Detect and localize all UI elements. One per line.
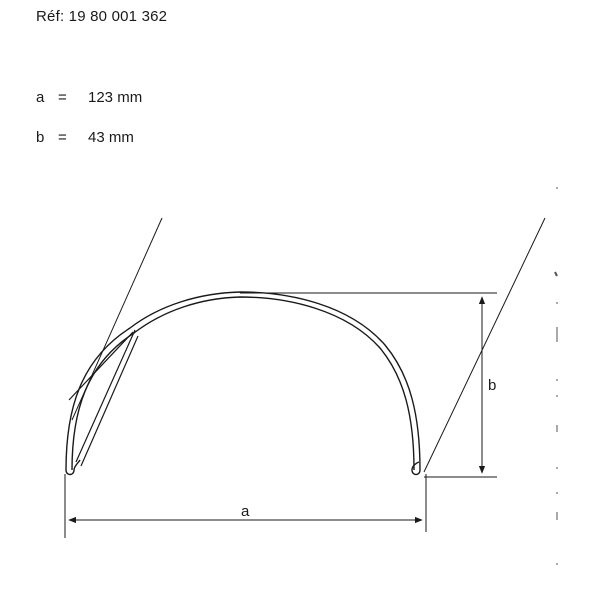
dimension-a-equals: = [58, 89, 67, 106]
scan-edge-marks [555, 188, 558, 564]
left-hook [66, 460, 80, 475]
dimension-b-graphic [240, 293, 497, 477]
fender-end-hooks [66, 460, 420, 475]
dimension-a-label: a [241, 503, 250, 520]
construction-lines [72, 218, 545, 472]
dimension-b-equals: = [58, 129, 67, 146]
dimension-a-symbol: a [36, 89, 45, 106]
dimension-a-value: 123 mm [88, 89, 143, 106]
dimension-b-symbol: b [36, 129, 45, 146]
dimension-b-value: 43 mm [88, 129, 134, 146]
dimension-b-label: b [488, 377, 497, 394]
right-hook [412, 462, 420, 475]
fender-arch [66, 292, 420, 470]
fender-arch-inner [72, 297, 414, 470]
reference-number: Réf: 19 80 001 362 [36, 8, 168, 25]
fender-arch-outer [66, 292, 420, 470]
